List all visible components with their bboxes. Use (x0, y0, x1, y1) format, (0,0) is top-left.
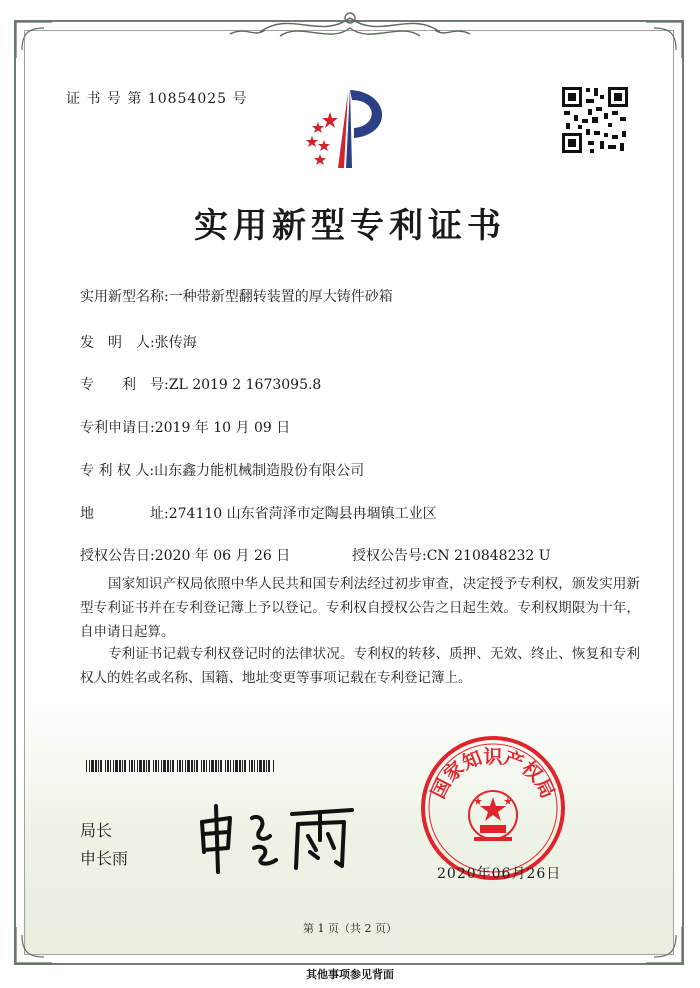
signature-icon (190, 800, 360, 875)
barcode-bar (259, 760, 262, 772)
grant-date-row (80, 545, 290, 565)
barcode-bar (148, 760, 150, 772)
barcode-bar (86, 760, 87, 772)
barcode-bar (95, 760, 97, 772)
barcode-bar (137, 760, 138, 772)
barcode-bar (209, 760, 210, 772)
barcode-bar (122, 760, 123, 772)
barcode-bar (220, 760, 222, 772)
certificate-title: 实用新型专利证书 (194, 206, 506, 246)
certificate-number: 证 书 号 第 10854025 号 (66, 91, 248, 107)
barcode-bar (163, 760, 166, 772)
barcode-bar (263, 760, 265, 772)
barcode-bar (201, 760, 202, 772)
barcode-bar (139, 760, 142, 772)
barcode-bar (191, 760, 193, 772)
seal-text: 国家知识产权局 (427, 745, 559, 802)
barcode-bar (196, 760, 198, 772)
barcode-bar (155, 760, 157, 772)
barcode-bar (167, 760, 169, 772)
barcode-bar (146, 760, 147, 772)
field-label: 专利申请日: (80, 420, 155, 436)
field-value: 2020 年 06 月 26 日 (154, 548, 291, 564)
barcode-bar (161, 760, 162, 772)
barcode-bar (153, 760, 154, 772)
barcode-bar (242, 760, 243, 772)
corner-ornament-icon (14, 20, 54, 60)
barcode-bar (218, 760, 219, 772)
barcode-bar (215, 760, 217, 772)
barcode-bar (185, 760, 186, 772)
barcode-bar (91, 760, 94, 772)
barcode-bar (194, 760, 195, 772)
barcode-bar (211, 760, 214, 772)
barcode-bar (239, 760, 241, 772)
field-value: 张传海 (154, 335, 197, 351)
barcode-bar (203, 760, 205, 772)
barcode-bar (230, 760, 231, 772)
barcode-bar (273, 760, 274, 772)
field-label: 授权公告号: (352, 548, 427, 564)
inventor-row (80, 332, 197, 352)
field-label: 授权公告日: (80, 548, 155, 564)
barcode-bar (115, 760, 118, 772)
barcode-bar (158, 760, 159, 772)
barcode-bar (107, 760, 109, 772)
field-value: 山东鑫力能机械制造股份有限公司 (154, 463, 365, 479)
barcode-bar (225, 760, 226, 772)
barcode-bar (206, 760, 207, 772)
grant-number-row (352, 545, 551, 565)
field-value: ZL 2019 2 1673095.8 (168, 377, 322, 393)
barcode-bar (251, 760, 253, 772)
barcode-bar (110, 760, 111, 772)
field-value: 2019 年 10 月 09 日 (154, 420, 291, 436)
footer-note: 其他事项参见背面 (306, 968, 394, 981)
field-value: CN 210848232 U (426, 548, 551, 564)
barcode-bar (131, 760, 133, 772)
barcode-bar (254, 760, 255, 772)
address-row (80, 503, 437, 523)
statement-paragraph-1: 国家知识产权局依照中华人民共和国专利法经过初步审查，决定授予专利权，颁发实用新型专利证书并在专利登记簿上予以登记。专利权自授权公告之日起生效。专利权期限为十年，自申请日起算。 (80, 576, 640, 640)
field-value: 274110 山东省菏泽市定陶县冉堌镇工业区 (168, 506, 437, 522)
barcode-bar (233, 760, 234, 772)
top-ornament-icon (0, 0, 700, 50)
barcode-bar (249, 760, 250, 772)
seal-date: 2020年06月26日 (437, 866, 562, 882)
barcode-bar (170, 760, 171, 772)
field-label: 专 利 号: (80, 377, 169, 393)
barcode-bar (98, 760, 99, 772)
barcode-bar (187, 760, 190, 772)
statement-paragraph-2: 专利证书记载专利权登记时的法律状况。专利权的转移、质押、无效、终止、恢复和专利权人的姓名或名称、国籍、地址变更等事项记载在专利登记簿上。 (80, 646, 640, 686)
barcode-bar (172, 760, 174, 772)
barcode-bar (179, 760, 181, 772)
field-label: 实用新型名称: (80, 289, 169, 305)
barcode-bar (268, 760, 270, 772)
official-title: 局长 (80, 821, 113, 840)
barcode-bar (119, 760, 121, 772)
qr-code-icon (560, 85, 630, 155)
barcode-bar (227, 760, 229, 772)
utility-model-name-row (80, 286, 393, 306)
barcode-icon (86, 760, 276, 772)
barcode-bar (134, 760, 135, 772)
barcode-bar (257, 760, 258, 772)
official-name: 申长雨 (80, 849, 129, 868)
field-label: 发 明 人: (80, 335, 155, 351)
barcode-bar (113, 760, 114, 772)
barcode-bar (177, 760, 178, 772)
field-value: 一种带新型翻转装置的厚大铸件砂箱 (168, 289, 393, 305)
page-indicator: 第 1 页（共 2 页） (303, 922, 397, 935)
barcode-bar (105, 760, 106, 772)
field-label: 地 址: (80, 506, 169, 522)
barcode-bar (143, 760, 145, 772)
barcode-bar (182, 760, 183, 772)
patent-number-row (80, 374, 321, 394)
official-seal-icon (418, 733, 568, 883)
barcode-bar (129, 760, 130, 772)
barcode-bar (124, 760, 126, 772)
field-label: 专 利 权 人: (80, 463, 155, 479)
filing-date-row (80, 417, 290, 437)
barcode-bar (244, 760, 246, 772)
corner-ornament-icon (644, 20, 684, 60)
patentee-row (80, 460, 364, 480)
barcode-bar (89, 760, 90, 772)
cnipa-logo-icon (290, 82, 410, 172)
barcode-bar (235, 760, 238, 772)
barcode-bar (266, 760, 267, 772)
barcode-bar (100, 760, 102, 772)
